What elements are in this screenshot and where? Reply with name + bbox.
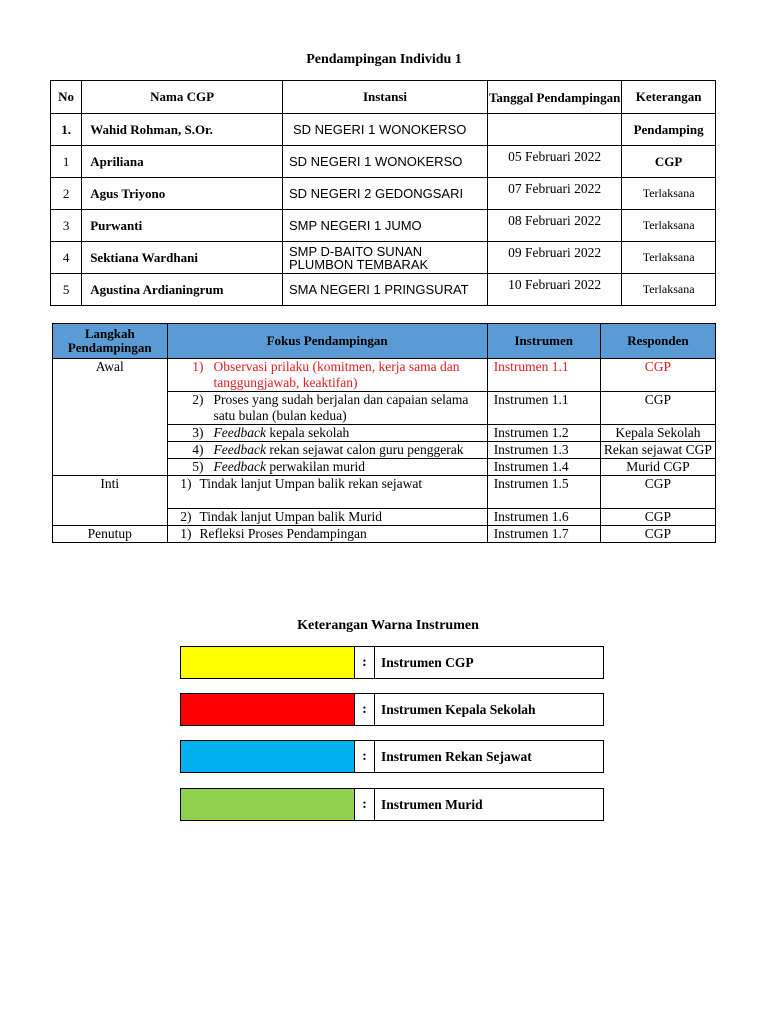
item-text: Tindak lanjut Umpan balik rekan sejawat	[199, 476, 423, 491]
focus-cell	[167, 526, 487, 543]
separator: :	[355, 741, 375, 772]
row-nama: Purwanti	[82, 210, 283, 242]
row-no: 4	[51, 242, 82, 274]
table-row	[51, 210, 716, 242]
instrumen-cell: Instrumen 1.6	[487, 509, 600, 526]
responden-cell: Rekan sejawat CGP	[600, 442, 715, 459]
row-tanggal: 09 Februari 2022	[488, 242, 622, 274]
instrumen-cell: Instrumen 1.1	[487, 392, 600, 425]
legend-label: Instrumen CGP	[381, 655, 474, 670]
table-row	[53, 526, 716, 543]
cgp-table	[50, 80, 716, 306]
row-instansi: SD NEGERI 1 WONOKERSO	[282, 146, 487, 178]
item-text: perwakilan murid	[265, 459, 365, 474]
row-nama: Apriliana	[82, 146, 283, 178]
legend-label: Instrumen Kepala Sekolah	[381, 702, 536, 717]
separator: :	[355, 789, 375, 820]
table-row	[53, 359, 716, 392]
focus-cell	[167, 476, 487, 509]
row-instansi: SD NEGERI 1 WONOKERSO	[282, 114, 487, 146]
row-tanggal: 07 Februari 2022	[488, 178, 622, 210]
stage-awal: Awal	[53, 359, 168, 476]
instrumen-cell: Instrumen 1.5	[487, 476, 600, 509]
item-number: 3)	[192, 425, 204, 440]
responden-cell: CGP	[600, 476, 715, 509]
responden-cell: Murid CGP	[600, 459, 715, 476]
stage-inti: Inti	[53, 476, 168, 526]
row-keterangan: Terlaksana	[622, 178, 716, 210]
legend-item	[180, 788, 604, 821]
row-keterangan: Terlaksana	[622, 242, 716, 274]
table-row	[51, 274, 716, 306]
row-instansi: SMP D-BAITO SUNAN PLUMBON TEMBARAK	[282, 242, 487, 274]
item-text: rekan sejawat calon guru penggerak	[265, 442, 464, 457]
legend-item	[180, 693, 604, 726]
instrumen-cell: Instrumen 1.2	[487, 425, 600, 442]
table-row	[51, 114, 716, 146]
row-no: 5	[51, 274, 82, 306]
responden-cell: CGP	[600, 359, 715, 392]
table-row	[51, 242, 716, 274]
item-text: kepala sekolah	[265, 425, 350, 440]
header-keterangan: Keterangan	[622, 81, 716, 114]
item-italic: Feedback	[213, 425, 266, 440]
color-swatch	[181, 647, 355, 678]
row-nama: Wahid Rohman, S.Or.	[82, 114, 283, 146]
instrumen-cell: Instrumen 1.7	[487, 526, 600, 543]
focus-cell	[167, 425, 487, 442]
row-no: 1	[51, 146, 82, 178]
item-text: Observasi prilaku (komitmen, kerja sama dan tanggungjawab, keaktifan)	[213, 359, 460, 390]
row-tanggal: 08 Februari 2022	[488, 210, 622, 242]
table-row	[53, 476, 716, 509]
responden-cell: Kepala Sekolah	[600, 425, 715, 442]
item-text: Proses yang sudah berjalan dan capaian selama satu bulan (bulan kedua)	[213, 392, 469, 423]
row-nama: Sektiana Wardhani	[82, 242, 283, 274]
focus-cell	[167, 359, 487, 392]
row-tanggal: 10 Februari 2022	[488, 274, 622, 306]
row-no: 2	[51, 178, 82, 210]
item-text: Refleksi Proses Pendampingan	[199, 526, 367, 541]
responden-cell: CGP	[600, 526, 715, 543]
instrumen-cell: Instrumen 1.1	[487, 359, 600, 392]
item-number: 5)	[192, 459, 204, 474]
row-nama: Agustina Ardianingrum	[82, 274, 283, 306]
row-tanggal	[488, 114, 622, 146]
separator: :	[355, 694, 375, 725]
focus-cell	[167, 392, 487, 425]
legend-item	[180, 740, 604, 773]
header-fokus: Fokus Pendampingan	[167, 324, 487, 359]
legend-title: Keterangan Warna Instrumen	[297, 618, 479, 633]
stage-penutup: Penutup	[53, 526, 168, 543]
color-swatch	[181, 694, 355, 725]
row-keterangan: Terlaksana	[622, 210, 716, 242]
row-instansi: SMP NEGERI 1 JUMO	[282, 210, 487, 242]
row-instansi: SMA NEGERI 1 PRINGSURAT	[282, 274, 487, 306]
row-no: 1.	[51, 114, 82, 146]
color-swatch	[181, 789, 355, 820]
item-italic: Feedback	[213, 459, 266, 474]
header-tanggal: Tanggal Pendampingan	[488, 81, 622, 114]
responden-cell: CGP	[600, 509, 715, 526]
responden-cell: CGP	[600, 392, 715, 425]
row-instansi: SD NEGERI 2 GEDONGSARI	[282, 178, 487, 210]
page-title: Pendampingan Individu 1	[306, 52, 462, 67]
focus-cell	[167, 509, 487, 526]
header-instansi: Instansi	[282, 81, 487, 114]
instrumen-cell: Instrumen 1.3	[487, 442, 600, 459]
row-no: 3	[51, 210, 82, 242]
focus-cell	[167, 442, 487, 459]
header-nama: Nama CGP	[82, 81, 283, 114]
instrumen-cell: Instrumen 1.4	[487, 459, 600, 476]
item-italic: Feedback	[213, 442, 266, 457]
focus-table	[52, 323, 716, 543]
row-nama: Agus Triyono	[82, 178, 283, 210]
row-keterangan: Terlaksana	[622, 274, 716, 306]
legend-label: Instrumen Rekan Sejawat	[381, 749, 532, 764]
header-no: No	[51, 81, 82, 114]
table-header-row	[51, 81, 716, 114]
item-text: Tindak lanjut Umpan balik Murid	[199, 509, 383, 524]
row-keterangan: Pendamping	[622, 114, 716, 146]
legend-item	[180, 646, 604, 679]
header-langkah: Langkah Pendampingan	[53, 324, 168, 359]
header-responden: Responden	[600, 324, 715, 359]
item-number: 1)	[180, 476, 192, 491]
separator: :	[355, 647, 375, 678]
row-tanggal: 05 Februari 2022	[488, 146, 622, 178]
item-number: 4)	[192, 442, 204, 457]
color-swatch	[181, 741, 355, 772]
table-row	[51, 146, 716, 178]
table-header-row	[53, 324, 716, 359]
focus-cell	[167, 459, 487, 476]
header-instrumen: Instrumen	[487, 324, 600, 359]
item-number: 2)	[192, 392, 204, 407]
item-number: 1)	[192, 359, 204, 374]
item-number: 1)	[180, 526, 192, 541]
item-number: 2)	[180, 509, 192, 524]
legend-label: Instrumen Murid	[381, 797, 483, 812]
table-row	[51, 178, 716, 210]
row-keterangan: CGP	[622, 146, 716, 178]
